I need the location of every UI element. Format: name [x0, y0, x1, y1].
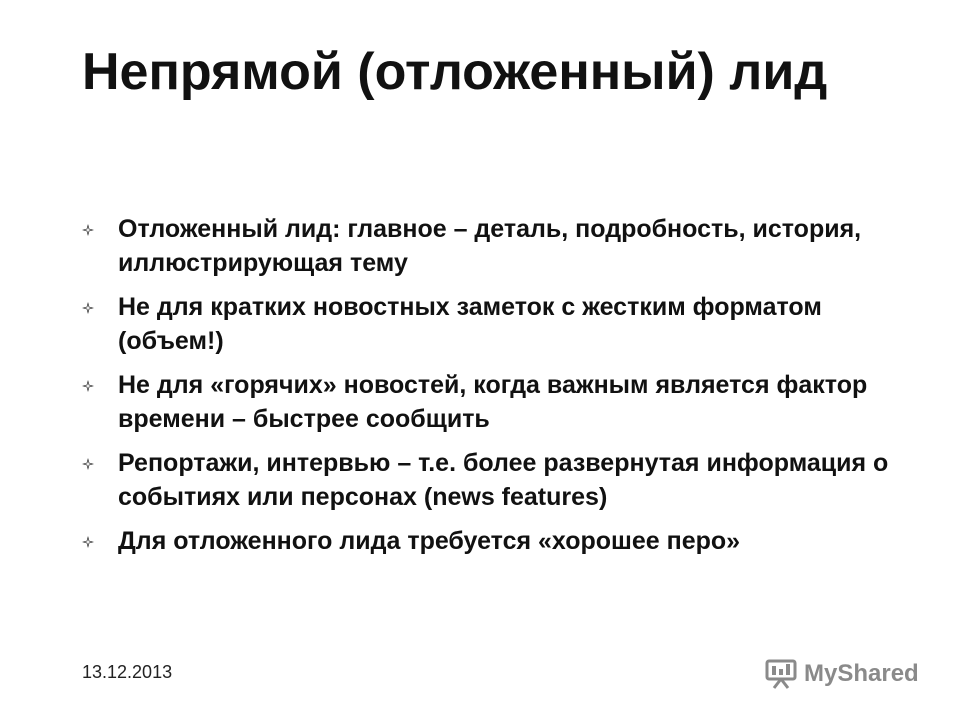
bullet-item: [80, 524, 900, 558]
bullet-text: Репортажи, интервью – т.е. более развернутая информация о событиях или персонах (news features): [118, 449, 889, 511]
four-point-star-icon: [82, 302, 94, 314]
four-point-star-icon: [82, 536, 94, 548]
bullet-item: [80, 290, 900, 358]
slide-title: Непрямой (отложенный) лид: [82, 43, 828, 101]
bullet-text: Отложенный лид: главное – деталь, подробность, история, иллюстрирующая тему: [118, 215, 862, 277]
bullet-item: [80, 212, 900, 280]
bullet-item: [80, 446, 900, 514]
bullet-text: Для отложенного лида требуется «хорошее перо»: [118, 527, 741, 555]
watermark-text: MyShared: [804, 660, 919, 687]
four-point-star-icon: [82, 380, 94, 392]
bullet-text: Не для кратких новостных заметок с жестким форматом (объем!): [118, 293, 822, 355]
myshared-logo: [764, 656, 919, 692]
projector-screen-icon: [764, 659, 798, 689]
bullet-item: [80, 368, 900, 436]
bullet-list: [80, 212, 900, 568]
four-point-star-icon: [82, 458, 94, 470]
bullet-text: Не для «горячих» новостей, когда важным является фактор времени – быстрее сообщить: [118, 371, 868, 433]
four-point-star-icon: [82, 224, 94, 236]
slide-date: 13.12.2013: [82, 662, 173, 682]
